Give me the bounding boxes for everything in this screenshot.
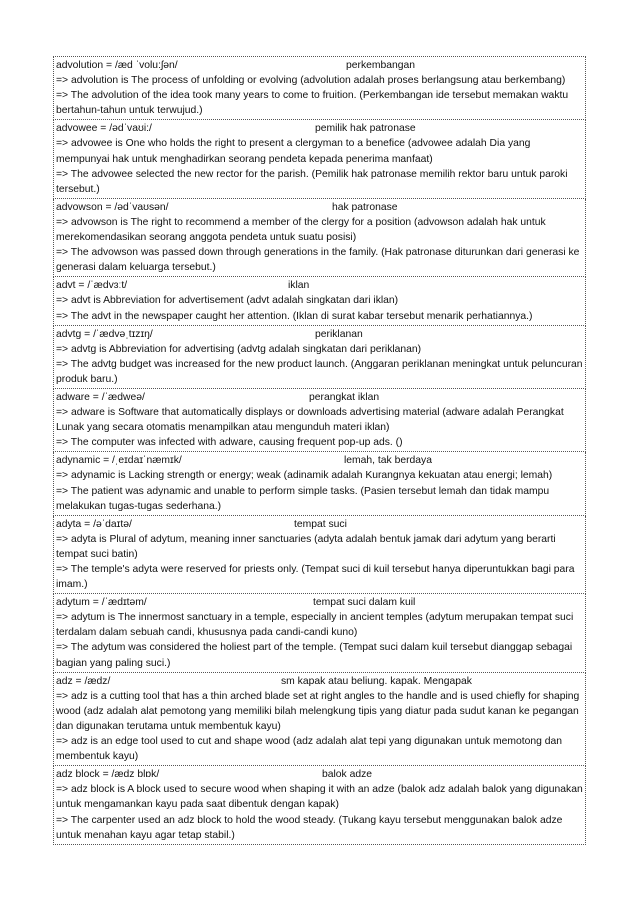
entry-definition: => advtg is Abbreviation for advertising (advtg adalah singkatan dari periklanan): [56, 343, 422, 355]
entry-example: => The adytum was considered the holiest part of the temple. (Tempat suci dalam kuil tersebut dianggap sebagai bagian yang paling suci.): [56, 642, 573, 669]
dictionary-entry: [53, 594, 586, 672]
entry-translation: hak patronase: [332, 201, 398, 213]
dictionary-page: [53, 56, 586, 845]
dictionary-entry: [53, 326, 586, 389]
dictionary-entry: [53, 452, 586, 515]
entry-definition: => adyta is Plural of adytum, meaning inner sanctuaries (adyta adalah bentuk jamak dari adytum yang berarti tempat suci batin): [56, 533, 556, 560]
entry-translation: periklanan: [315, 328, 363, 340]
entry-definition: => adz is a cutting tool that has a thin arched blade set at right angles to the handle and is used chiefly for shaping wood (adz adalah alat pemotong yang memiliki bilah melengkung tipis yang diatur pada sudut kanan ke pegangan dan digunakan terutama untuk membentuk kayu): [56, 690, 580, 732]
entry-definition: => adynamic is Lacking strength or energy; weak (adinamik adalah Kurangnya kekuatan atau energi; lemah): [56, 470, 553, 482]
entry-header: [56, 390, 583, 405]
entry-translation: tempat suci: [294, 518, 347, 530]
entry-translation: pemilik hak patronase: [315, 123, 416, 135]
entry-term: adytum = /ˈædɪtəm/: [56, 597, 147, 609]
entry-header: [56, 327, 583, 342]
entry-translation: sm kapak atau beliung. kapak. Mengapak: [281, 675, 472, 687]
entry-definition: => advowson is The right to recommend a member of the clergy for a position (advowson adalah hak untuk merekomendasikan seorang anggota pendeta untuk suatu posisi): [56, 216, 546, 244]
entry-definition: => adware is Software that automatically displays or downloads advertising material (adware adalah Perangkat Lunak yang secara otomatis menampilkan atau mengunduh materi iklan): [56, 407, 564, 434]
entry-definition: => advt is Abbreviation for advertisement (advt adalah singkatan dari iklan): [56, 295, 399, 307]
entry-example: => The advt in the newspaper caught her attention. (Iklan di surat kabar tersebut menarik perhatiannya.): [56, 310, 533, 322]
entry-header: [56, 200, 583, 215]
entry-example: => The carpenter used an adz block to hold the wood steady. (Tukang kayu tersebut menggunakan balok adze untuk menahan kayu agar tetap stabil.): [56, 814, 563, 841]
entry-term: advolution = /æd ˈvolu:ʃən/: [56, 60, 178, 71]
entry-header: [56, 595, 583, 610]
entry-term: advowson = /ədˈvaʊsən/: [56, 201, 169, 213]
entry-term: adware = /ˈædweə/: [56, 391, 145, 403]
entry-term: adynamic = /ˌeɪdaɪˈnæmɪk/: [56, 455, 182, 467]
entry-header: [56, 453, 583, 468]
entry-header: [56, 58, 583, 73]
dictionary-entry: [53, 673, 586, 767]
entry-translation: lemah, tak berdaya: [344, 455, 432, 467]
entry-header: [56, 278, 583, 293]
entry-example: => adz is an edge tool used to cut and shape wood (adz adalah alat tepi yang digunakan untuk memotong dan membentuk kayu): [56, 736, 563, 763]
entry-example: => The temple's adyta were reserved for priests only. (Tempat suci di kuil tersebut hanya diperuntukkan bagi para imam.): [56, 564, 575, 591]
dictionary-entry: [53, 56, 586, 120]
dictionary-entry: [53, 199, 586, 277]
entry-example: => The advowee selected the new rector for the parish. (Pemilik hak patronase memilih rektor baru untuk paroki tersebut.): [56, 168, 568, 195]
entry-translation: tempat suci dalam kuil: [313, 597, 416, 609]
entry-example: => The advolution of the idea took many years to come to fruition. (Perkembangan ide tersebut memakan waktu bertahun-tahun untuk terwujud.): [56, 90, 569, 117]
entry-definition: => adz block is A block used to secure wood when shaping it with an adze (balok adz adalah balok yang digunakan untuk mengamankan kayu pada saat dibentuk dengan kapak): [56, 784, 583, 811]
dictionary-entry: [53, 389, 586, 452]
entry-example: => The computer was infected with adware, causing frequent pop-up ads. (): [56, 437, 403, 449]
entry-example: => The advtg budget was increased for the new product launch. (Anggaran periklanan meningkat untuk peluncuran produk baru.): [56, 358, 583, 385]
entry-example: => The advowson was passed down through generations in the family. (Hak patronase diturunkan dari generasi ke generasi dalam keluarga tersebut.): [56, 247, 580, 274]
entry-term: adz = /ædz/: [56, 675, 111, 687]
dictionary-entry: [53, 277, 586, 325]
entry-header: [56, 767, 583, 782]
dictionary-entry: [53, 120, 586, 198]
entry-term: adz block = /ædz blɒk/: [56, 769, 160, 781]
dictionary-entry: [53, 766, 586, 844]
entry-translation: balok adze: [322, 769, 373, 781]
dictionary-entry: [53, 516, 586, 594]
entry-term: adyta = /əˈdaɪtə/: [56, 518, 132, 530]
entry-definition: => adytum is The innermost sanctuary in a temple, especially in ancient temples (adytum merupakan tempat suci terdalam dalam sebuah candi, khususnya pada candi-candi kuno): [56, 612, 574, 639]
entry-term: advtg = /ˈædvəˌtɪzɪŋ/: [56, 328, 153, 340]
entry-header: [56, 121, 583, 136]
entry-header: [56, 674, 583, 689]
entry-example: => The patient was adynamic and unable to perform simple tasks. (Pasien tersebut lemah dan tidak mampu melakukan tugas-tugas sederhana.): [56, 485, 550, 512]
entry-definition: => advolution is The process of unfolding or evolving (advolution adalah proses berlangsung atau berkembang): [56, 75, 566, 87]
entry-definition: => advowee is One who holds the right to present a clergyman to a benefice (advowee adalah Dia yang mempunyai hak untuk menghadirkan seorang pendeta kepada penerima manfaat): [56, 138, 531, 165]
entry-term: advowee = /ədˈvaʊi:/: [56, 123, 152, 135]
entry-translation: perkembangan: [346, 60, 416, 71]
entry-term: advt = /ˈædvɜːt/: [56, 280, 128, 292]
entry-header: [56, 517, 583, 532]
entry-translation: perangkat iklan: [309, 391, 380, 403]
entry-translation: iklan: [288, 280, 310, 292]
